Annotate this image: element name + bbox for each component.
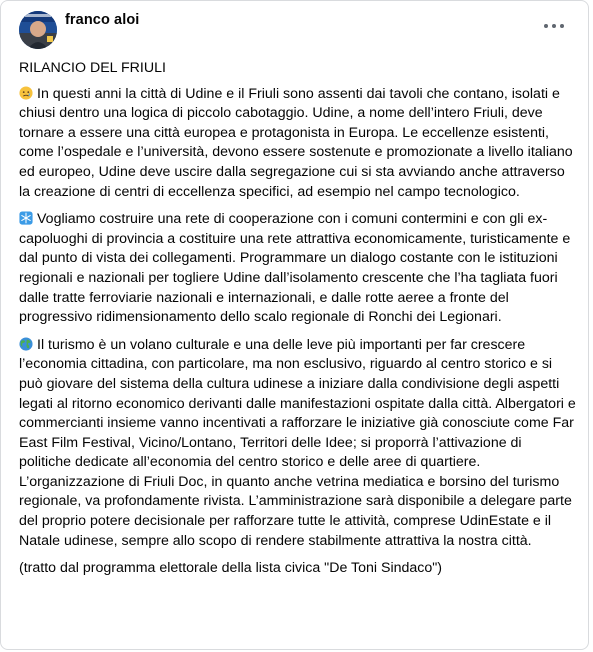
snowflake-icon [19, 211, 33, 225]
author-name[interactable]: franco aloi [65, 12, 140, 28]
more-options-icon[interactable] [544, 21, 566, 31]
post-heading: RILANCIO DEL FRIULI [19, 60, 166, 76]
post-footer-note: (tratto dal programma elettorale della lista civica "De Toni Sindaco") [19, 560, 443, 577]
avatar[interactable] [19, 11, 57, 49]
post-paragraph [19, 85, 577, 203]
paragraph-text: In questi anni la città di Udine e il Friuli sono assenti dai tavoli che contano, isolati e chiusi dentro una logica di piccolo cabotaggio. Udine, a nome dell’intero Friuli, deve tornare a essere una città europea e protagonista in Europa. Le eccellenze esistenti, come l’ospedale e l’università, devono essere sostenute e promozionate a livello italiano ed europeo, Udine deve uscire dalla segregazione cui si sta avviando anche attraverso la creazione di centri di eccellenza specifici, ad esempio nel campo tecnologico. [19, 85, 573, 200]
paragraph-text: Il turismo è un volano culturale e una delle leve più importanti per far crescere l’economia cittadina, con particolare, ma non esclusivo, riguardo al centro storico e si può giovare del sistema della cultura udinese a iniziare dalla condivisione degli aspetti legati al ritorno economico derivanti dalle manifestazioni ospitate dalla città. Albergatori e commercianti insieme vanno incentivati a rafforzare le iniziative già conosciute come Far East Film Festival, Vicino/Lontano, Territori delle Idee; si proporrà l’attivazione di politiche dedicate all’economia del centro storico e delle aree di quartiere. L’organizzazione di Friuli Doc, in quanto anche vetrina mediatica e borsino del turismo regionale, va profondamente rivista. L’amministrazione sarà disponibile a delegare parte del proprio potere decisionale per rafforzare tutte le attività, comprese UdinEstate e il Natale udinese, sempre allo scopo di rendere stabilmente attrattiva la nostra città. [19, 336, 576, 549]
paragraph-text: Vogliamo costruire una rete di cooperazione con i comuni contermini e con gli ex-capoluoghi di provincia a costituire una rete attrattiva economicamente, turisticamente e dal punto di vista dei collegamenti. Programmare un dialogo costante con le istituzioni regionali e nazionali per togliere Udine dall’isolamento crescente che l’ha tagliata fuori dalle tratte ferroviarie nazionali e internazionali, e dalle rotte aeree a fronte del progressivo ridimensionamento dello scalo regionale di Ronchi dei Legionari. [19, 211, 571, 326]
post-paragraph [19, 336, 577, 552]
post-paragraph [19, 210, 577, 328]
worried-face-icon [19, 86, 33, 100]
post-body [19, 59, 577, 587]
globe-icon [19, 337, 33, 351]
